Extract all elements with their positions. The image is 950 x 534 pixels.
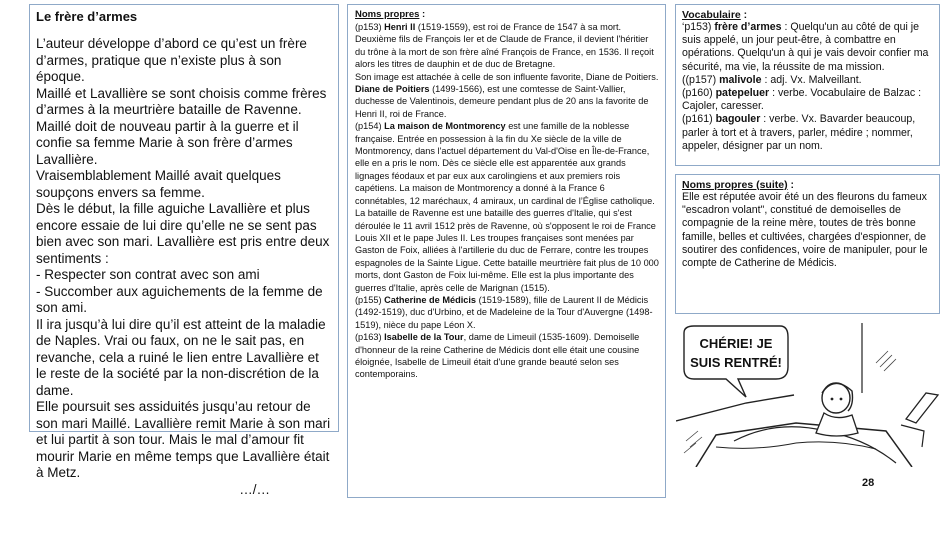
summary-paragraph: Vraisemblablement Maillé avait quelques soupçons envers sa femme. [36,168,281,200]
proper-names-continued-heading: Noms propres (suite) : [682,179,795,191]
entry-maison-montmorency: (p154) La maison de Montmorency est une famille de la noblesse française. Entrée en possession à la fin du Xe siècle de la ville de Montmorency, dans l'actuel département du Val-d'Oise en Île-de-France, elle en a pris le nom. Dès ce siècle elle est apparentée aux grands lignages féodaux et par eux aux carolingiens et aux premiers rois capétiens. La maison de Montmorency a donné à la France 6 connétables, 12 maréchaux, 4 amiraux, un cardinal de l’Église catholique. [355,121,655,206]
summary-paragraph: Maillé doit de nouveau partir à la guerre et il confie sa femme Marie à son frère d’armes Lavallière. [36,118,299,167]
proper-names-heading: Noms propres : [355,9,426,20]
entry-isabelle-de-la-tour: (p163) Isabelle de la Tour, dame de Limeuil (1535-1609). Demoiselle d'honneur de la reine Catherine de Médicis dont elle était une cousine éloignée, Isabelle de Limeuil était d'une grande beauté selon ses contemporains. [355,332,640,380]
entry-catherine-de-medicis: (p155) Catherine de Médicis (1519-1589), fille de Laurent II de Médicis (1492-1519), duc d'Urbino, et de Madeleine de la Tour d'Auvergne (1498-1519), nièce du pape Léon X. [355,294,653,330]
entry-henri-ii-favorite: Son image est attachée à celle de son influente favorite, Diane de Poitiers. [355,71,659,82]
summary-paragraph: L’auteur développe d’abord ce qu’est un frère d’armes, pratique que n’existe plus à son époque. [36,36,307,84]
entry-diane-de-poitiers: Diane de Poitiers (1499-1566), est une comtesse de Saint-Vallier, duchesse de Valentinois, demeure pendant plus de 20 ans la favorite de Henri II, roi de France. [355,84,649,119]
page-number: 28 [862,477,875,489]
vocab-frere-darmes: ‘p153) frère d’armes : Quelqu'un au côté de qui je suis appelé, un jour peut-être, à combattre en opérations. Quelqu'un à qui je vais devoir confier ma sécurité, ma vie, la réussite de ma mission. [682,21,929,73]
continuation-mark: …/… [239,481,270,497]
summary-paragraph: Il ira jusqu’à lui dire qu’il est atteint de la maladie de Naples. Vrai ou faux, on ne le sait pas, en revanche, cela a ruiné le lien entre Lavallière et le reste de la société par la non-discrétion de la dame. [36,316,326,398]
proper-names-continued-panel [675,174,940,314]
summary-title: Le frère d’armes [36,9,138,24]
speech-line-1: CHÉRIE! JE [699,336,773,351]
vocabulary-heading: Vocabulaire : [682,9,748,21]
summary-paragraph: Elle poursuit ses assiduités jusqu’au retour de son mari Maillé. Lavallière remit Marie à son mari et lui partit à son tour. Mais le mal d’amour fit mourir Marie en même temps que Lavallière était à Metz. [36,399,331,480]
summary-paragraph: Maillé et Lavallière se sont choisis comme frères d’armes à la meurtrière bataille de Ravenne. [36,85,327,117]
vocab-patepeluer: (p160) patepeluer : verbe. Vocabulaire de Balzac : Cajoler, caresser. [682,87,922,113]
summary-panel [29,4,339,497]
speech-line-2: SUIS RENTRÉ! [690,355,782,370]
comic-illustration [676,323,941,467]
summary-paragraph: Dès le début, la fille aguiche Lavallière et plus encore essaie de lui dire qu’elle ne se sent pas bien avec son mari. Lavallière est pris entre deux sentiments : [36,201,330,266]
vocab-bagouler: (p161) bagouler : verbe. Vx. Bavarder beaucoup, parler à tort et à travers, parler, médire ; nommer, appeler, désigner par un nom. [682,113,916,152]
proper-names-panel [347,4,666,498]
vocab-malivole: ((p157) malivole : adj. Vx. Malveillant. [682,73,862,86]
summary-paragraph: - Respecter son contrat avec son ami [36,267,260,282]
entry-henri-ii: (p153) Henri II (1519-1559), est roi de France de 1547 à sa mort. Deuxième fils de François Ier et de Claude de France, il devient l'héritier du trône à la mort de son frère aîné François de France, en 1536. Il reçoit alors les titres de dauphin et de duc de Bretagne. [355,22,654,70]
entry-bataille-ravenne: La bataille de Ravenne est une bataille des guerres d'Italie, qui s'est déroulée le 11 avril 1512 près de Ravenne, où s'opposent le roi de France Louis XII et le pape Jules II. Les troupes françaises sont menées par Gaston de Foix, alliées à l'artillerie du duc de Ferrare, contre les troupes espagnoles de la Sainte Ligue. Cette bataille meurtrière fait plus de 10 000 morts, dont Gaston de Foix lui-même. Elle est la plus importante des guerres d'Italie, après celle de Marignan (1515). [355,208,659,293]
summary-paragraph: - Succomber aux aguichements de la femme de son ami. [36,283,323,315]
vocabulary-panel [675,4,940,166]
escadron-volant-text: Elle est réputée avoir été un des fleurons du fameux "escadron volant", constitué de demoiselles de compagnie de la reine mère, toutes de très bonne famille, belles et cultivées, chargées d'espionner, de soutirer des confidences, voire de manipuler, pour le compte de Catherine de Médicis. [682,191,928,270]
